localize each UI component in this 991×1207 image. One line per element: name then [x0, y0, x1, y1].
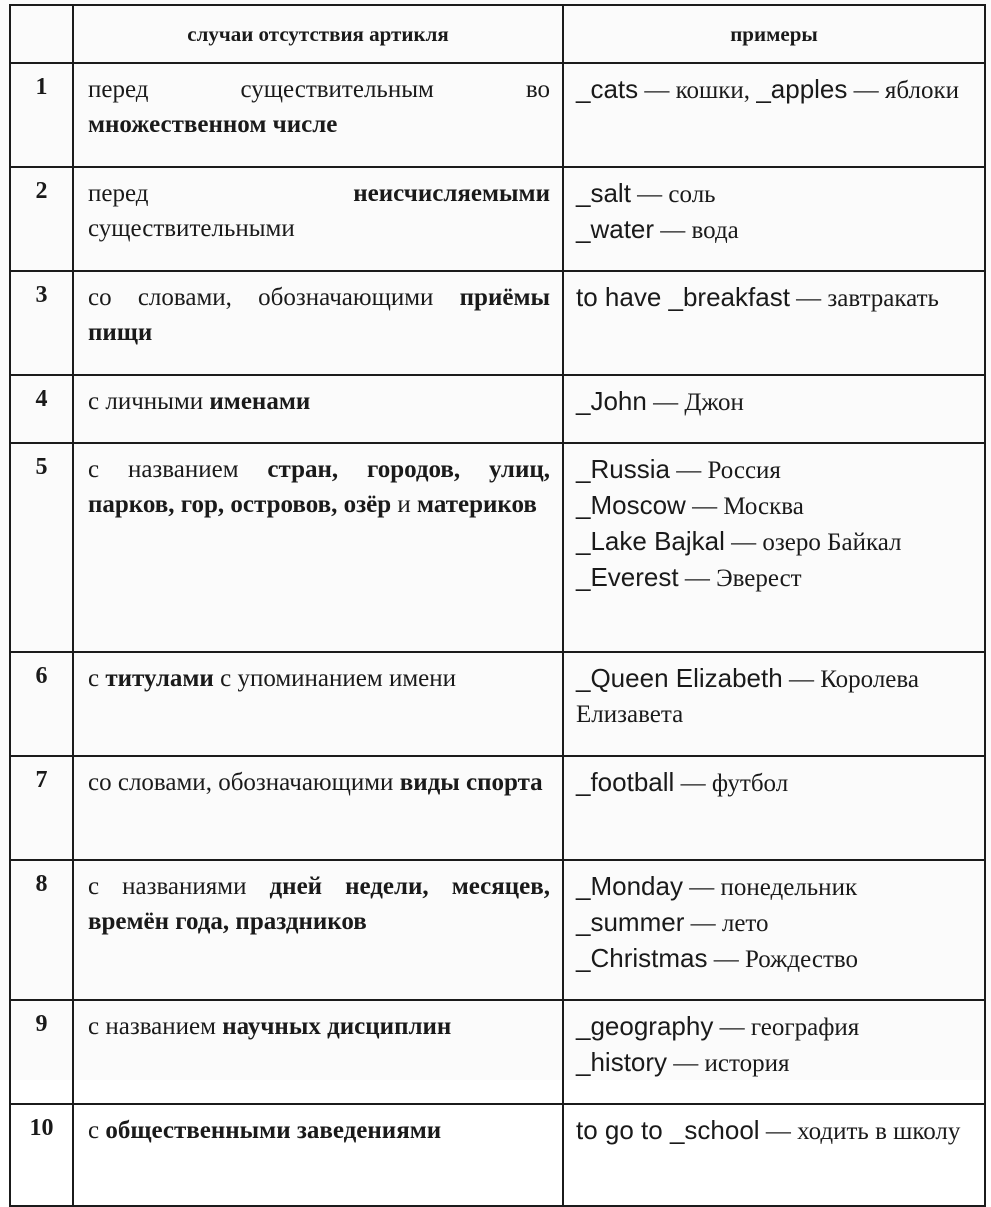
table-row — [10, 1000, 985, 1104]
russian-translation: — история — [667, 1050, 790, 1077]
english-word: _football — [576, 767, 675, 797]
example-line — [576, 765, 974, 801]
case-text: существительными — [88, 215, 295, 242]
english-word: _Everest — [576, 562, 679, 592]
case-text: с упоминанием имени — [213, 665, 456, 692]
english-word: to go to _school — [576, 1115, 760, 1145]
russian-translation: — кошки, — [638, 77, 757, 104]
english-word: _history — [576, 1047, 668, 1077]
english-word: _summer — [576, 907, 685, 937]
english-word: _water — [576, 214, 655, 244]
example-line — [576, 1009, 974, 1045]
case-cell — [73, 443, 563, 652]
english-word: _Monday — [576, 871, 683, 901]
russian-translation: — Эверест — [678, 565, 802, 592]
articles-table — [9, 4, 986, 1207]
case-cell — [73, 652, 563, 756]
russian-translation: — Джон — [646, 389, 744, 416]
case-text-bold: научных дисциплин — [222, 1013, 452, 1040]
case-cell — [73, 1000, 563, 1104]
examples-cell — [563, 167, 985, 271]
table-row — [10, 1104, 985, 1206]
examples-cell — [563, 63, 985, 167]
english-word: _geography — [576, 1011, 714, 1041]
case-text-bold: именами — [209, 388, 311, 415]
case-text: с названиями — [88, 873, 270, 900]
table-row — [10, 756, 985, 860]
example-line — [576, 524, 974, 560]
russian-translation: — яблоки — [847, 77, 959, 104]
case-text: с названием — [88, 456, 268, 483]
row-number: 3 — [10, 271, 73, 375]
case-text-bold: титулами — [105, 665, 214, 692]
russian-translation: — завтракать — [789, 285, 939, 312]
example-line — [576, 280, 974, 316]
case-text: перед — [88, 180, 354, 207]
russian-translation: — понедельник — [682, 874, 858, 901]
russian-translation: — Королева Елизавета — [576, 666, 919, 728]
row-number: 6 — [10, 652, 73, 756]
case-text: со словами, обозначающими — [88, 769, 400, 796]
table-row — [10, 375, 985, 443]
english-word: _Queen Elizabeth — [576, 663, 783, 693]
case-cell — [73, 63, 563, 167]
row-number: 5 — [10, 443, 73, 652]
case-text-bold: приёмы пищи — [88, 284, 550, 346]
row-number: 8 — [10, 860, 73, 1000]
table-body — [10, 63, 985, 1206]
case-text-bold: виды спорта — [399, 769, 543, 796]
english-word: to have _breakfast — [576, 282, 790, 312]
english-word: _Russia — [576, 454, 670, 484]
examples-cell — [563, 756, 985, 860]
row-number: 2 — [10, 167, 73, 271]
row-number: 1 — [10, 63, 73, 167]
example-line — [576, 905, 974, 941]
case-text-bold: стран, городов, улиц, парков, гор, островов, озёр — [88, 456, 550, 518]
english-word: _Lake Bajkal — [576, 526, 725, 556]
russian-translation: — вода — [654, 217, 739, 244]
english-word: _Christmas — [576, 943, 708, 973]
header-cases: случаи отсутствия артикля — [73, 5, 563, 63]
row-number: 4 — [10, 375, 73, 443]
case-text-bold: материков — [417, 491, 537, 518]
table-row — [10, 652, 985, 756]
table-row — [10, 167, 985, 271]
example-line — [576, 560, 974, 596]
case-text-bold: дней недели, месяцев, времён года, праздников — [88, 873, 550, 935]
example-line — [576, 869, 974, 905]
russian-translation: — география — [713, 1014, 860, 1041]
case-text-bold: неисчисляемыми — [353, 180, 550, 207]
header-examples: примеры — [563, 5, 985, 63]
example-line — [576, 1113, 974, 1149]
case-text: с — [88, 665, 106, 692]
case-text: с — [88, 1117, 106, 1144]
case-text-bold: множественном числе — [88, 111, 338, 138]
table-row — [10, 271, 985, 375]
table-header-row — [10, 5, 985, 63]
case-cell — [73, 375, 563, 443]
case-text: и — [391, 491, 418, 518]
examples-cell — [563, 652, 985, 756]
russian-translation: — озеро Байкал — [724, 529, 902, 556]
examples-cell — [563, 443, 985, 652]
case-text: со словами, обозначающими — [88, 284, 460, 311]
case-cell — [73, 756, 563, 860]
examples-cell — [563, 375, 985, 443]
russian-translation: — лето — [684, 910, 769, 937]
case-cell — [73, 1104, 563, 1206]
example-line — [576, 661, 974, 732]
header-number — [10, 5, 73, 63]
case-cell — [73, 167, 563, 271]
examples-cell — [563, 271, 985, 375]
table-row — [10, 443, 985, 652]
english-word: _salt — [576, 178, 631, 208]
case-text: с названием — [88, 1013, 223, 1040]
example-line — [576, 1045, 974, 1081]
case-cell — [73, 271, 563, 375]
russian-translation: — Рождество — [707, 946, 859, 973]
russian-translation: — Россия — [669, 457, 781, 484]
example-line — [576, 384, 974, 420]
example-line — [576, 212, 974, 248]
row-number: 10 — [10, 1104, 73, 1206]
row-number: 9 — [10, 1000, 73, 1104]
english-word: _apples — [756, 74, 848, 104]
table-row — [10, 63, 985, 167]
example-line — [576, 941, 974, 977]
table-row — [10, 860, 985, 1000]
example-line — [576, 488, 974, 524]
russian-translation: — Москва — [685, 493, 804, 520]
case-text-bold: общественными заведениями — [105, 1117, 442, 1144]
russian-translation: — футбол — [674, 770, 789, 797]
english-word: _cats — [576, 74, 639, 104]
russian-translation: — соль — [630, 181, 716, 208]
case-text: перед существительным во — [88, 76, 550, 103]
example-line — [576, 176, 974, 212]
example-line — [576, 452, 974, 488]
english-word: _Moscow — [576, 490, 686, 520]
row-number: 7 — [10, 756, 73, 860]
case-text: с личными — [88, 388, 210, 415]
examples-cell — [563, 1000, 985, 1104]
example-line — [576, 72, 974, 108]
russian-translation: — ходить в школу — [759, 1118, 961, 1145]
examples-cell — [563, 860, 985, 1000]
english-word: _John — [576, 386, 647, 416]
case-cell — [73, 860, 563, 1000]
examples-cell — [563, 1104, 985, 1206]
